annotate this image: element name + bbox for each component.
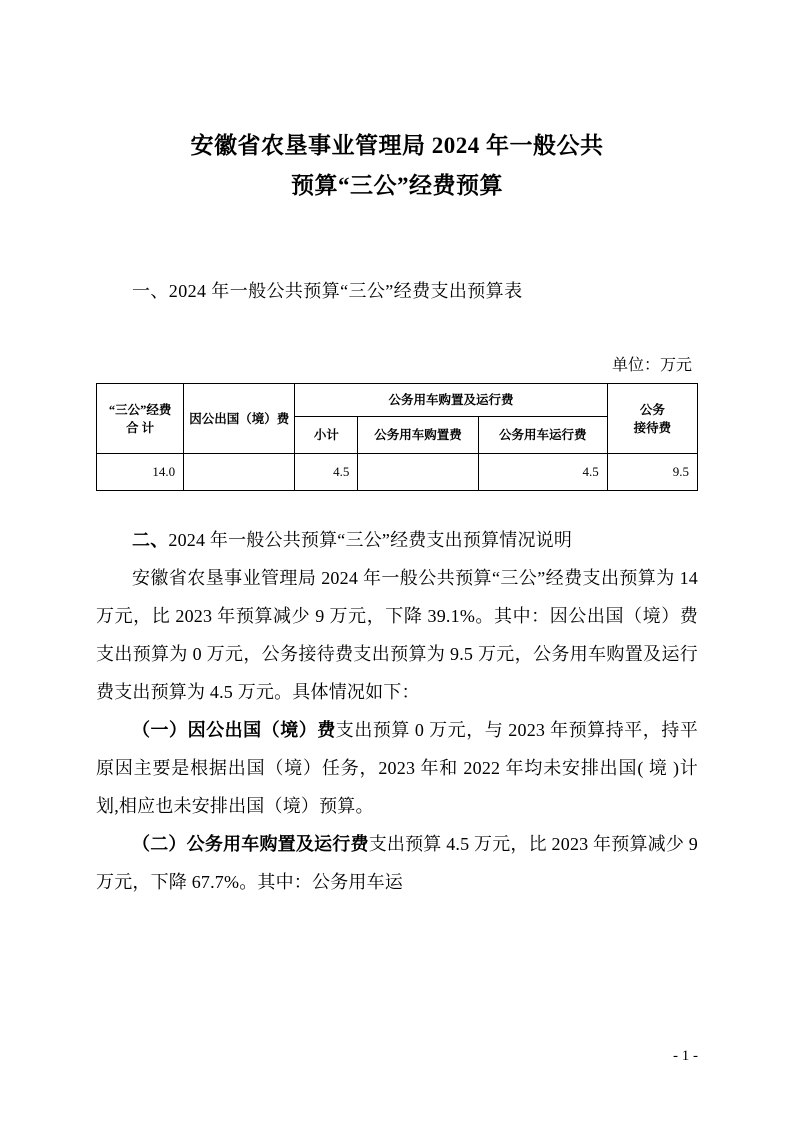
header-vehicle-purchase: 公务用车购置费 (358, 417, 478, 454)
budget-table (96, 383, 698, 491)
header-total-line1: “三公”经费 (108, 402, 172, 417)
paragraph-item-two-text: 支出预算 4.5 万元，比 2023 年预算减少 9 万元，下降 67.7%。其中：公务用车运 (96, 834, 698, 892)
title-line-1: 安徽省农垦事业管理局 2024 年一般公共 (190, 133, 604, 158)
header-total-line2: 合 计 (126, 420, 155, 435)
header-reception-line1: 公务 (639, 402, 665, 417)
paragraph-item-two-lead: （二）公务用车购置及运行费 (132, 834, 369, 854)
page-title (96, 126, 698, 206)
paragraph-item-one-text: 支出预算 0 万元，与 2023 年预算持平，持平原因主要是根据出国（境）任务，2023 年和 2022 年均未安排出国( 境 )计划,相应也未安排出国（境）预算。 (96, 720, 698, 816)
cell-abroad (184, 454, 295, 491)
section-two-heading-text: 2024 年一般公共预算“三公”经费支出预算情况说明 (168, 530, 573, 550)
paragraph-overview: 安徽省农垦事业管理局 2024 年一般公共预算“三公”经费支出预算为 14 万元，比 2023 年预算减少 9 万元，下降 39.1%。其中：因公出国（境）费支出预算为 0 万元，公务接待费支出预算为 9.5 万元，公务用车购置及运行费支出预算为 4.5 万元。具体情况如下： (96, 568, 698, 702)
title-line-2: 预算“三公”经费预算 (291, 173, 503, 198)
paragraph-item-one (96, 711, 698, 825)
cell-vehicle-operation: 4.5 (478, 454, 607, 491)
cell-vehicle-subtotal: 4.5 (295, 454, 358, 491)
header-vehicle-group: 公务用车购置及运行费 (295, 384, 607, 417)
header-reception (607, 384, 697, 454)
cell-reception: 9.5 (607, 454, 697, 491)
table-header-row-1 (97, 384, 698, 417)
section-two-heading (96, 525, 698, 555)
header-vehicle-subtotal: 小计 (295, 417, 358, 454)
table-row (97, 454, 698, 491)
page-number: - 1 - (673, 1048, 698, 1064)
section-two-heading-number: 二、 (132, 530, 169, 550)
header-reception-line2: 接待费 (633, 420, 672, 435)
section-one-heading: 一、2024 年一般公共预算“三公”经费支出预算表 (132, 281, 523, 301)
cell-vehicle-purchase (358, 454, 478, 491)
header-vehicle-operation: 公务用车运行费 (478, 417, 607, 454)
header-abroad: 因公出国（境）费 (184, 384, 295, 454)
cell-total: 14.0 (97, 454, 184, 491)
paragraph-item-one-lead: （一）因公出国（境）费 (132, 720, 336, 740)
paragraph-item-two (96, 825, 698, 901)
header-total (97, 384, 184, 454)
unit-label: 单位：万元 (611, 357, 692, 374)
